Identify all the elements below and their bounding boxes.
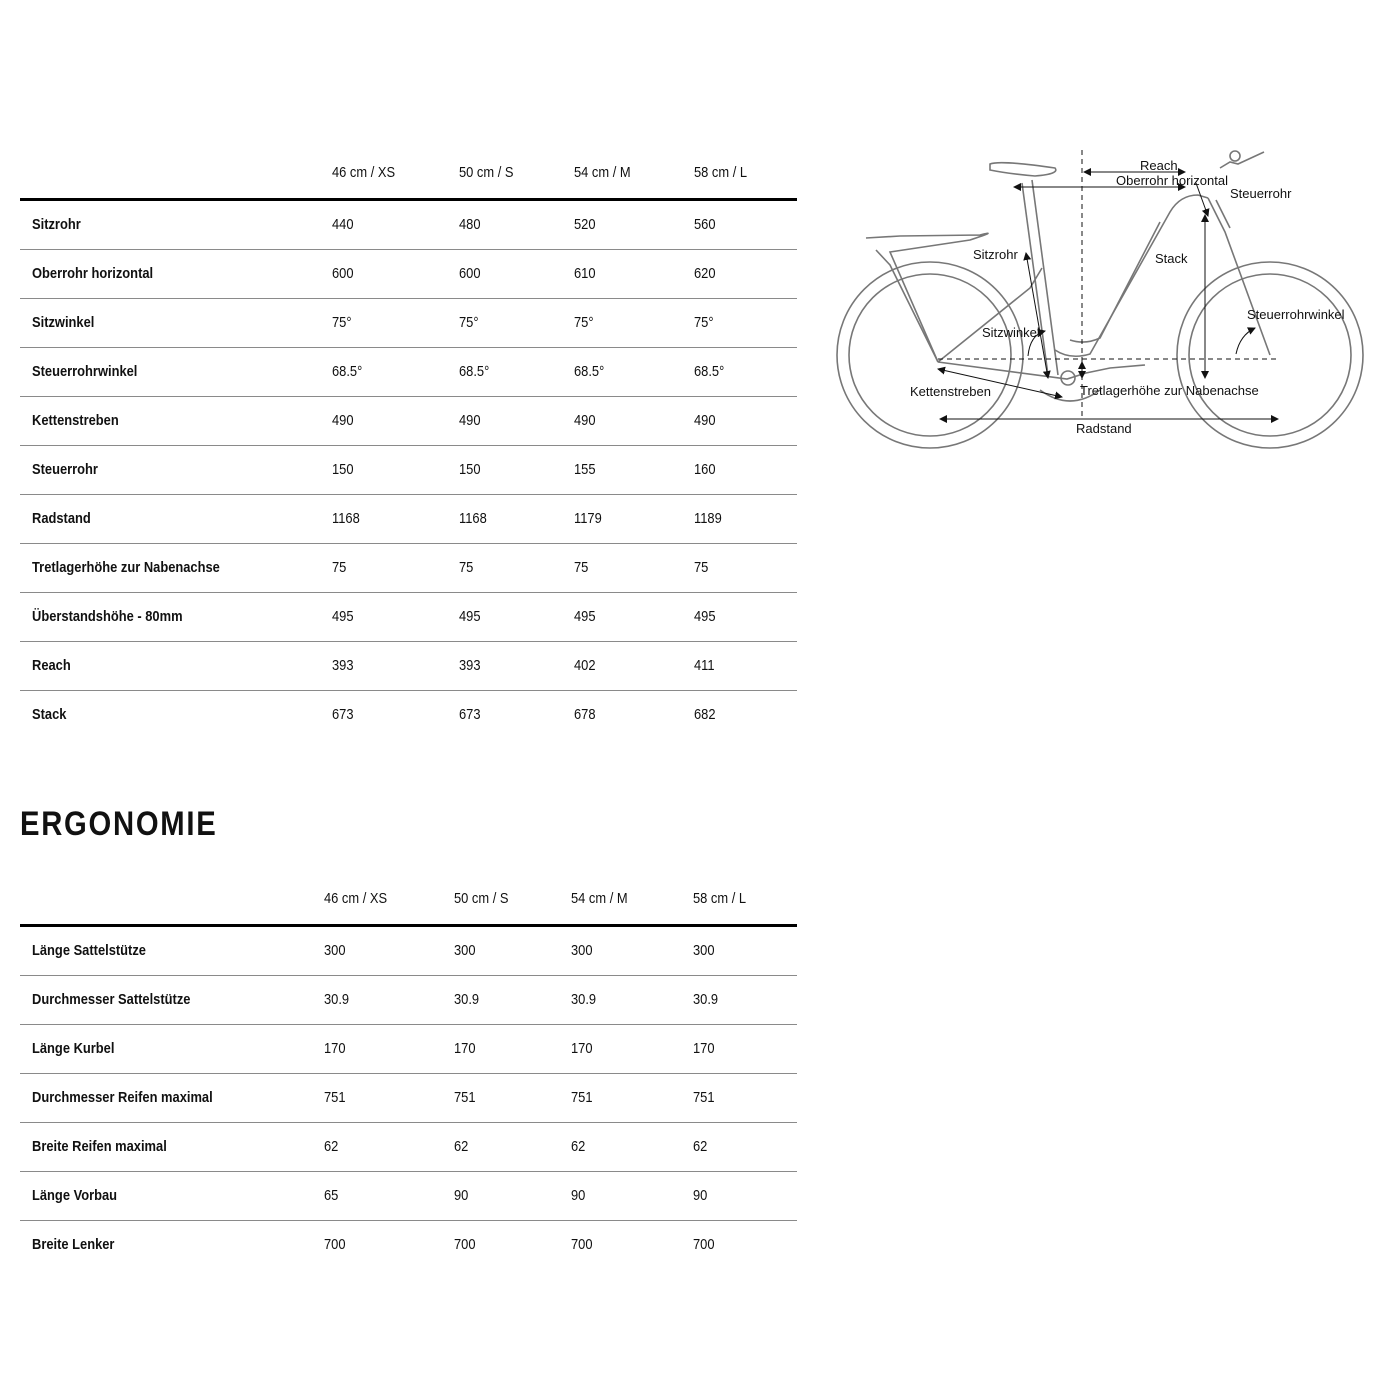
cell-value: 751 (571, 1089, 593, 1106)
cell-value: 490 (574, 412, 596, 429)
cell-value: 300 (324, 942, 346, 959)
row-label: Durchmesser Reifen maximal (32, 1089, 213, 1106)
cell-value: 751 (454, 1089, 476, 1106)
cell-value: 440 (332, 216, 354, 233)
table-row (20, 446, 797, 495)
cell-value: 90 (454, 1187, 469, 1204)
table-row (20, 544, 797, 593)
cell-value: 610 (574, 265, 596, 282)
row-label: Länge Sattelstütze (32, 942, 146, 959)
cell-value: 673 (332, 706, 354, 723)
cell-value: 160 (694, 461, 716, 478)
cell-value: 75° (459, 314, 479, 331)
table-row (20, 250, 797, 299)
cell-value: 30.9 (454, 991, 480, 1008)
cell-value: 75° (694, 314, 714, 331)
cell-value: 700 (693, 1236, 715, 1253)
column-header-xs: 46 cm / XS (324, 890, 388, 907)
cell-value: 393 (332, 657, 354, 674)
column-header-s: 50 cm / S (459, 164, 514, 181)
section-title-ergonomie: ERGONOMIE (20, 805, 218, 843)
row-label: Steuerrohr (32, 461, 98, 478)
row-label: Sitzwinkel (32, 314, 95, 331)
cell-value: 393 (459, 657, 481, 674)
cell-value: 490 (694, 412, 716, 429)
label-steuerrohrwinkel: Steuerrohrwinkel (1247, 307, 1345, 322)
cell-value: 62 (454, 1138, 469, 1155)
cell-value: 68.5° (332, 363, 363, 380)
cell-value: 402 (574, 657, 596, 674)
cell-value: 90 (571, 1187, 586, 1204)
cell-value: 30.9 (324, 991, 350, 1008)
cell-value: 600 (332, 265, 354, 282)
table-row (20, 299, 797, 348)
table-row (20, 348, 797, 397)
row-label: Länge Kurbel (32, 1040, 115, 1057)
cell-value: 495 (574, 608, 596, 625)
cell-value: 700 (454, 1236, 476, 1253)
table-row (20, 593, 797, 642)
cell-value: 490 (459, 412, 481, 429)
label-stack: Stack (1155, 251, 1188, 266)
label-radstand: Radstand (1076, 421, 1132, 436)
label-oberrohr: Oberrohr horizontal (1116, 173, 1228, 188)
table-row (20, 1074, 797, 1123)
cell-value: 155 (574, 461, 596, 478)
row-label: Stack (32, 706, 67, 723)
cell-value: 75 (459, 559, 474, 576)
row-label: Radstand (32, 510, 91, 527)
row-label: Reach (32, 657, 71, 674)
cell-value: 75° (332, 314, 352, 331)
cell-value: 75 (694, 559, 709, 576)
cell-value: 673 (459, 706, 481, 723)
label-reach: Reach (1140, 158, 1178, 173)
cell-value: 30.9 (571, 991, 597, 1008)
ergonomie-header-row (20, 876, 797, 927)
cell-value: 65 (324, 1187, 339, 1204)
cell-value: 170 (693, 1040, 715, 1057)
column-header-s: 50 cm / S (454, 890, 509, 907)
table-row (20, 1123, 797, 1172)
cell-value: 751 (693, 1089, 715, 1106)
table-row (20, 691, 797, 739)
cell-value: 495 (694, 608, 716, 625)
row-label: Tretlagerhöhe zur Nabenachse (32, 559, 220, 576)
row-label: Kettenstreben (32, 412, 119, 429)
cell-value: 700 (324, 1236, 346, 1253)
cell-value: 300 (454, 942, 476, 959)
cell-value: 678 (574, 706, 596, 723)
cell-value: 620 (694, 265, 716, 282)
cell-value: 411 (694, 657, 715, 674)
table-row (20, 927, 797, 976)
table-row (20, 1025, 797, 1074)
label-tretlager: Tretlagerhöhe zur Nabenachse (1080, 383, 1259, 398)
cell-value: 68.5° (459, 363, 490, 380)
cell-value: 1179 (574, 510, 602, 527)
cell-value: 75° (574, 314, 594, 331)
cell-value: 520 (574, 216, 596, 233)
cell-value: 170 (571, 1040, 593, 1057)
cell-value: 75 (332, 559, 347, 576)
cell-value: 1189 (694, 510, 722, 527)
cell-value: 300 (571, 942, 593, 959)
geometry-table (20, 150, 797, 739)
cell-value: 170 (324, 1040, 346, 1057)
cell-value: 30.9 (693, 991, 719, 1008)
cell-value: 170 (454, 1040, 476, 1057)
bike-geometry-diagram (830, 140, 1390, 480)
row-label: Durchmesser Sattelstütze (32, 991, 191, 1008)
row-label: Oberrohr horizontal (32, 265, 154, 282)
cell-value: 68.5° (694, 363, 725, 380)
row-label: Breite Lenker (32, 1236, 115, 1253)
cell-value: 560 (694, 216, 716, 233)
column-header-l: 58 cm / L (694, 164, 748, 181)
table-row (20, 397, 797, 446)
cell-value: 751 (324, 1089, 346, 1106)
cell-value: 700 (571, 1236, 593, 1253)
cell-value: 150 (459, 461, 481, 478)
table-row (20, 1172, 797, 1221)
column-header-l: 58 cm / L (693, 890, 747, 907)
cell-value: 600 (459, 265, 481, 282)
row-label: Breite Reifen maximal (32, 1138, 167, 1155)
table-row (20, 1221, 797, 1269)
column-header-m: 54 cm / M (571, 890, 628, 907)
label-sitzrohr: Sitzrohr (973, 247, 1018, 262)
geometry-header-row (20, 150, 797, 201)
cell-value: 90 (693, 1187, 708, 1204)
cell-value: 62 (571, 1138, 586, 1155)
cell-value: 300 (693, 942, 715, 959)
cell-value: 150 (332, 461, 354, 478)
ergonomie-table (20, 876, 797, 1269)
cell-value: 1168 (332, 510, 360, 527)
row-label: Überstandshöhe - 80mm (32, 608, 183, 625)
cell-value: 62 (324, 1138, 339, 1155)
row-label: Länge Vorbau (32, 1187, 118, 1204)
cell-value: 480 (459, 216, 481, 233)
cell-value: 62 (693, 1138, 708, 1155)
cell-value: 75 (574, 559, 589, 576)
label-steuerrohr: Steuerrohr (1230, 186, 1292, 201)
table-row (20, 976, 797, 1025)
cell-value: 1168 (459, 510, 487, 527)
table-row (20, 642, 797, 691)
cell-value: 495 (459, 608, 481, 625)
cell-value: 495 (332, 608, 354, 625)
column-header-xs: 46 cm / XS (332, 164, 396, 181)
label-sitzwinkel: Sitzwinkel (982, 325, 1040, 340)
column-header-m: 54 cm / M (574, 164, 631, 181)
row-label: Steuerrohrwinkel (32, 363, 138, 380)
label-kettenstreben: Kettenstreben (910, 384, 991, 399)
cell-value: 68.5° (574, 363, 605, 380)
ergonomie-body (20, 927, 797, 1269)
cell-value: 682 (694, 706, 716, 723)
table-row (20, 495, 797, 544)
geometry-body (20, 201, 797, 739)
cell-value: 490 (332, 412, 354, 429)
table-row (20, 201, 797, 250)
row-label: Sitzrohr (32, 216, 81, 233)
